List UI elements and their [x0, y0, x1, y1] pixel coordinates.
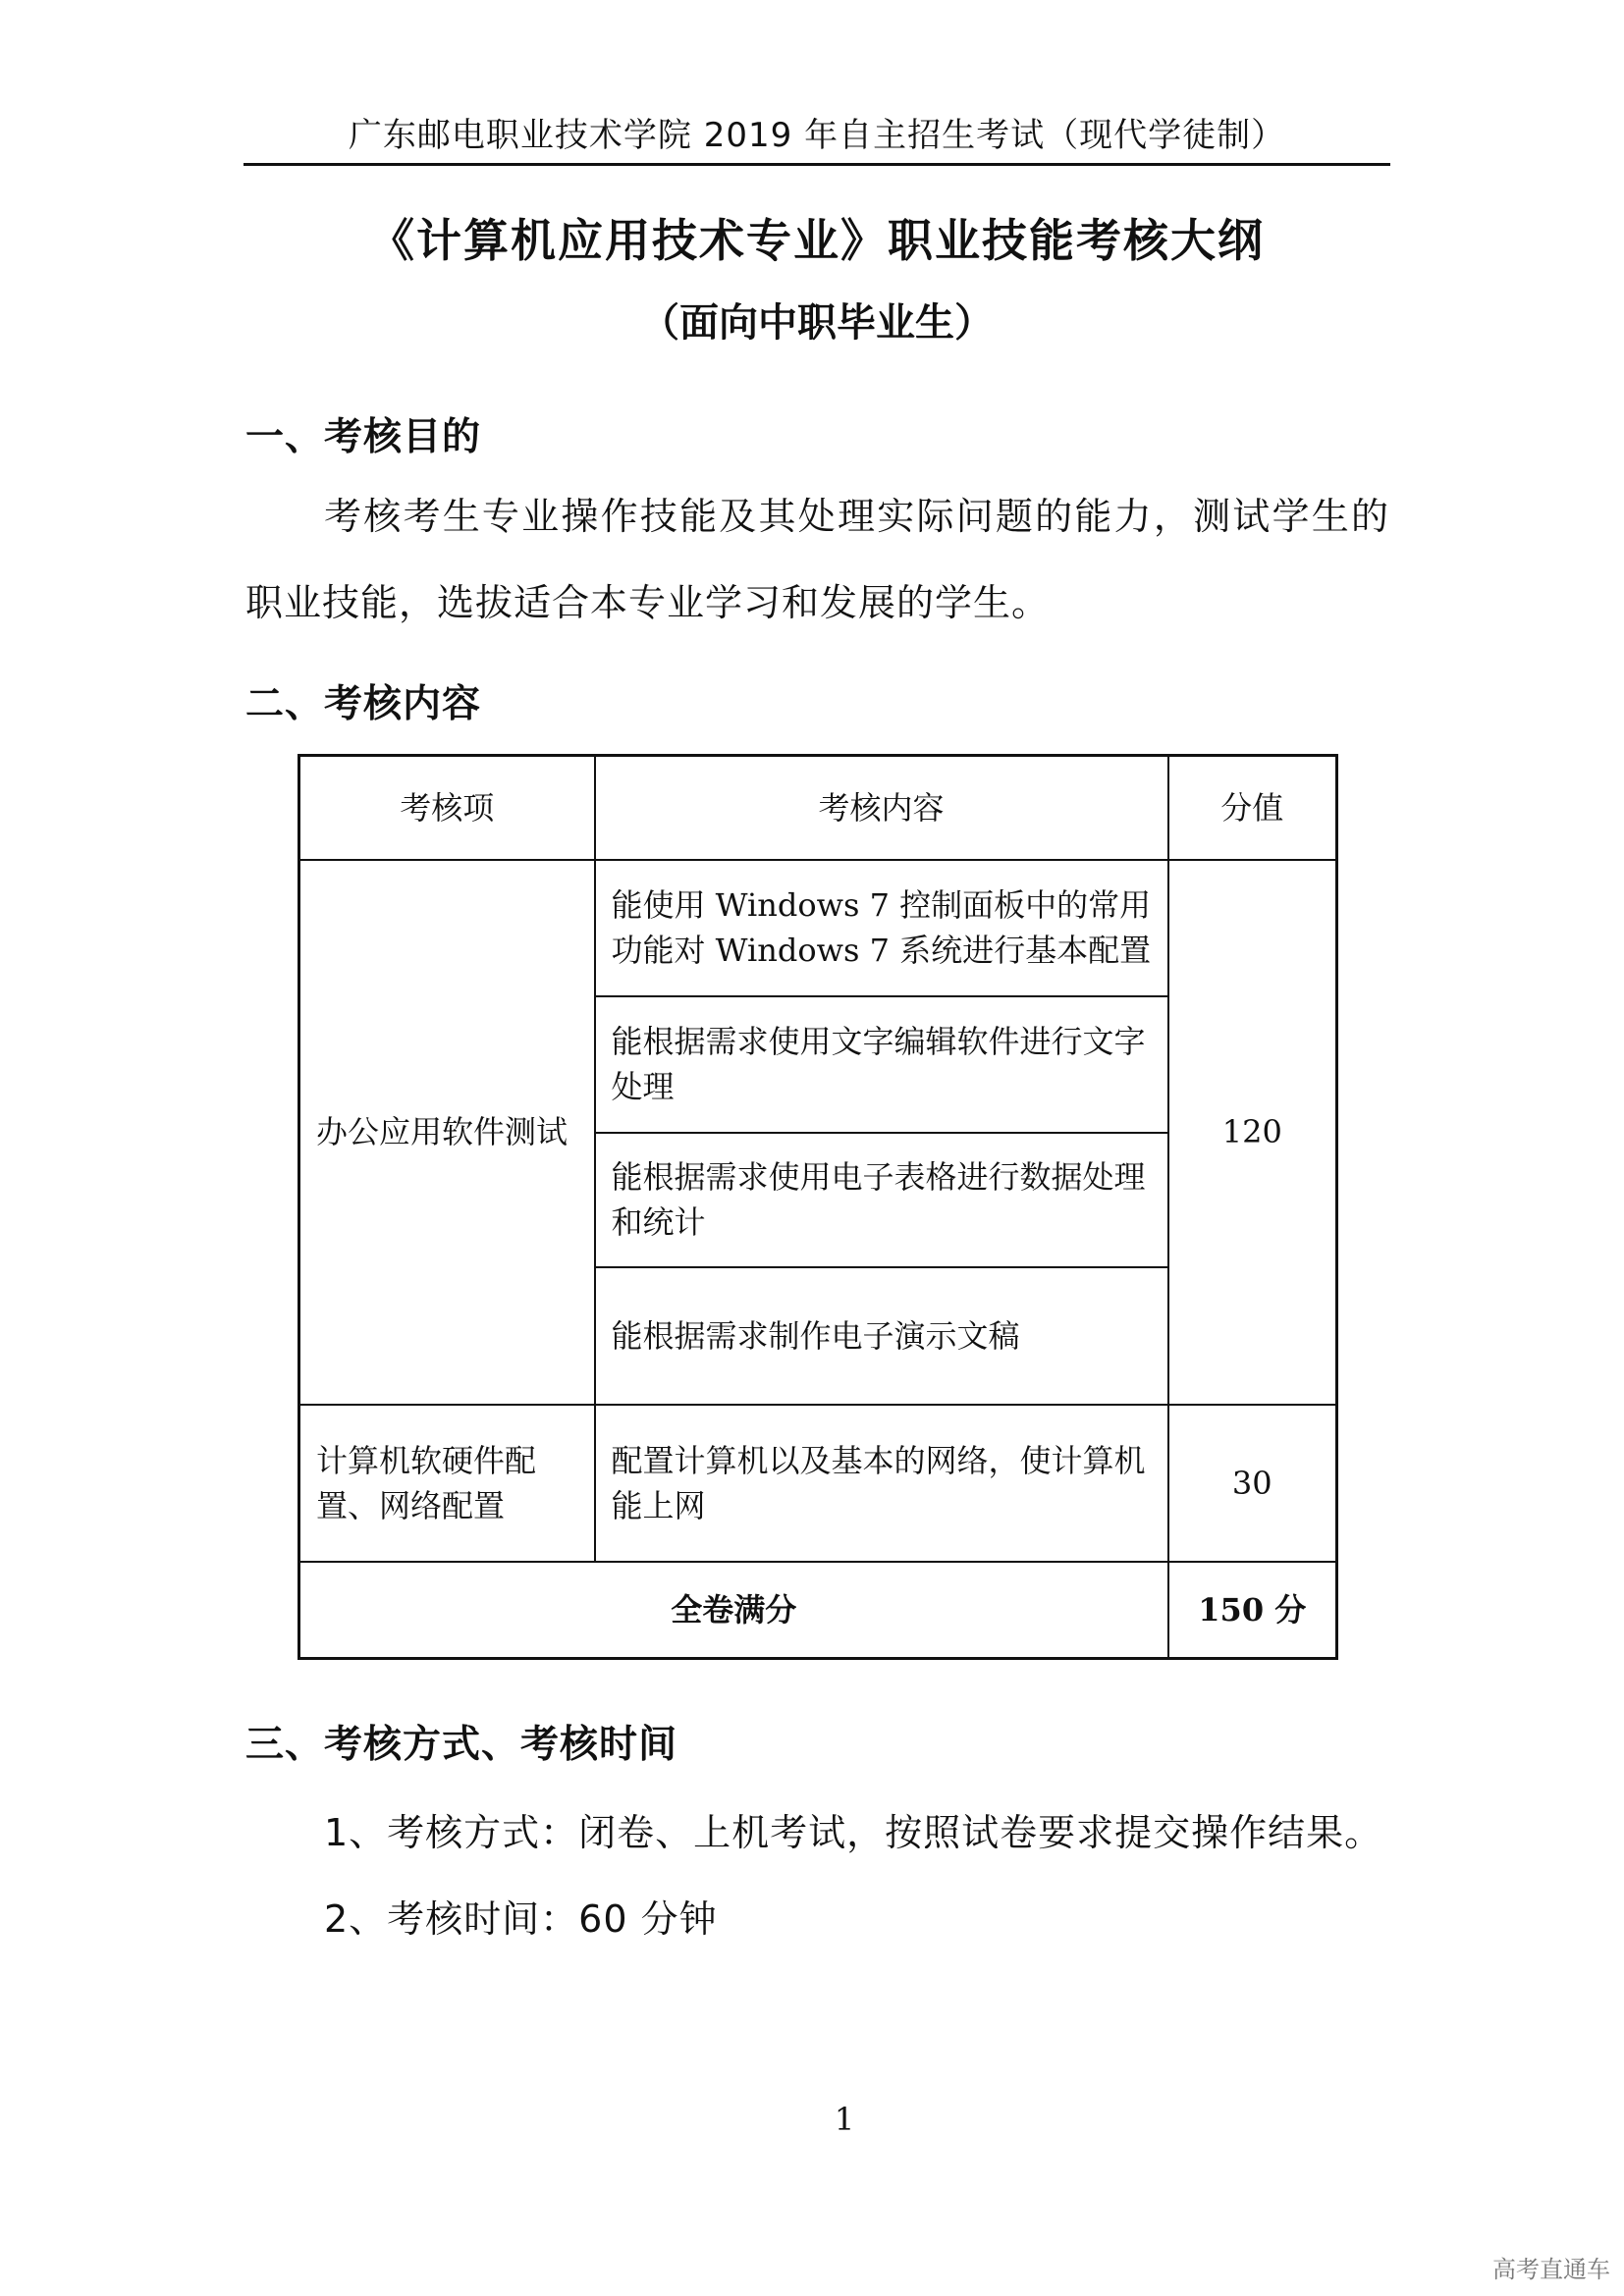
table-header-row	[299, 756, 1337, 860]
assessment-table	[298, 754, 1338, 1660]
section-3-item: 2、考核时间：60 分钟	[324, 1897, 718, 1941]
item-cell-office: 办公应用软件测试	[299, 860, 595, 1405]
header-rule	[244, 163, 1390, 166]
content-cell: 能使用 Windows 7 控制面板中的常用功能对 Windows 7 系统进行基本配置	[595, 860, 1168, 996]
section-3-item: 1、考核方式：闭卷、上机考试，按照试卷要求提交操作结果。	[324, 1811, 1383, 1854]
section-2-heading: 二、考核内容	[245, 682, 482, 726]
total-score-cell: 150 分	[1168, 1562, 1337, 1659]
header-cell-item: 考核项	[299, 756, 595, 860]
page-header: 广东邮电职业技术学院 2019 年自主招生考试（现代学徒制）	[348, 116, 1286, 155]
section-1-heading: 一、考核目的	[245, 415, 482, 459]
content-cell: 能根据需求使用文字编辑软件进行文字处理	[595, 996, 1168, 1133]
content-cell: 能根据需求制作电子演示文稿	[595, 1267, 1168, 1405]
page-number: 1	[834, 2101, 855, 2138]
content-cell: 能根据需求使用电子表格进行数据处理和统计	[595, 1133, 1168, 1267]
header-cell-score: 分值	[1168, 756, 1337, 860]
document-subtitle: （面向中职毕业生）	[640, 300, 994, 346]
document-title: 《计算机应用技术专业》职业技能考核大纲	[369, 214, 1265, 267]
section-3-heading: 三、考核方式、考核时间	[245, 1723, 678, 1767]
score-cell-hardware: 30	[1168, 1405, 1337, 1562]
watermark: 高考直通车	[1492, 2256, 1610, 2283]
section-1-body: 考核考生专业操作技能及其处理实际问题的能力，测试学生的职业技能，选拔适合本专业学习和发展的学生。	[245, 495, 1389, 624]
table-row	[299, 860, 1337, 996]
item-cell-hardware: 计算机软硬件配置、网络配置	[299, 1405, 595, 1562]
table-total-row	[299, 1562, 1337, 1659]
total-label-cell: 全卷满分	[299, 1562, 1168, 1659]
table-row	[299, 1405, 1337, 1562]
header-cell-content: 考核内容	[595, 756, 1168, 860]
content-cell: 配置计算机以及基本的网络，使计算机能上网	[595, 1405, 1168, 1562]
score-cell-office: 120	[1168, 860, 1337, 1405]
